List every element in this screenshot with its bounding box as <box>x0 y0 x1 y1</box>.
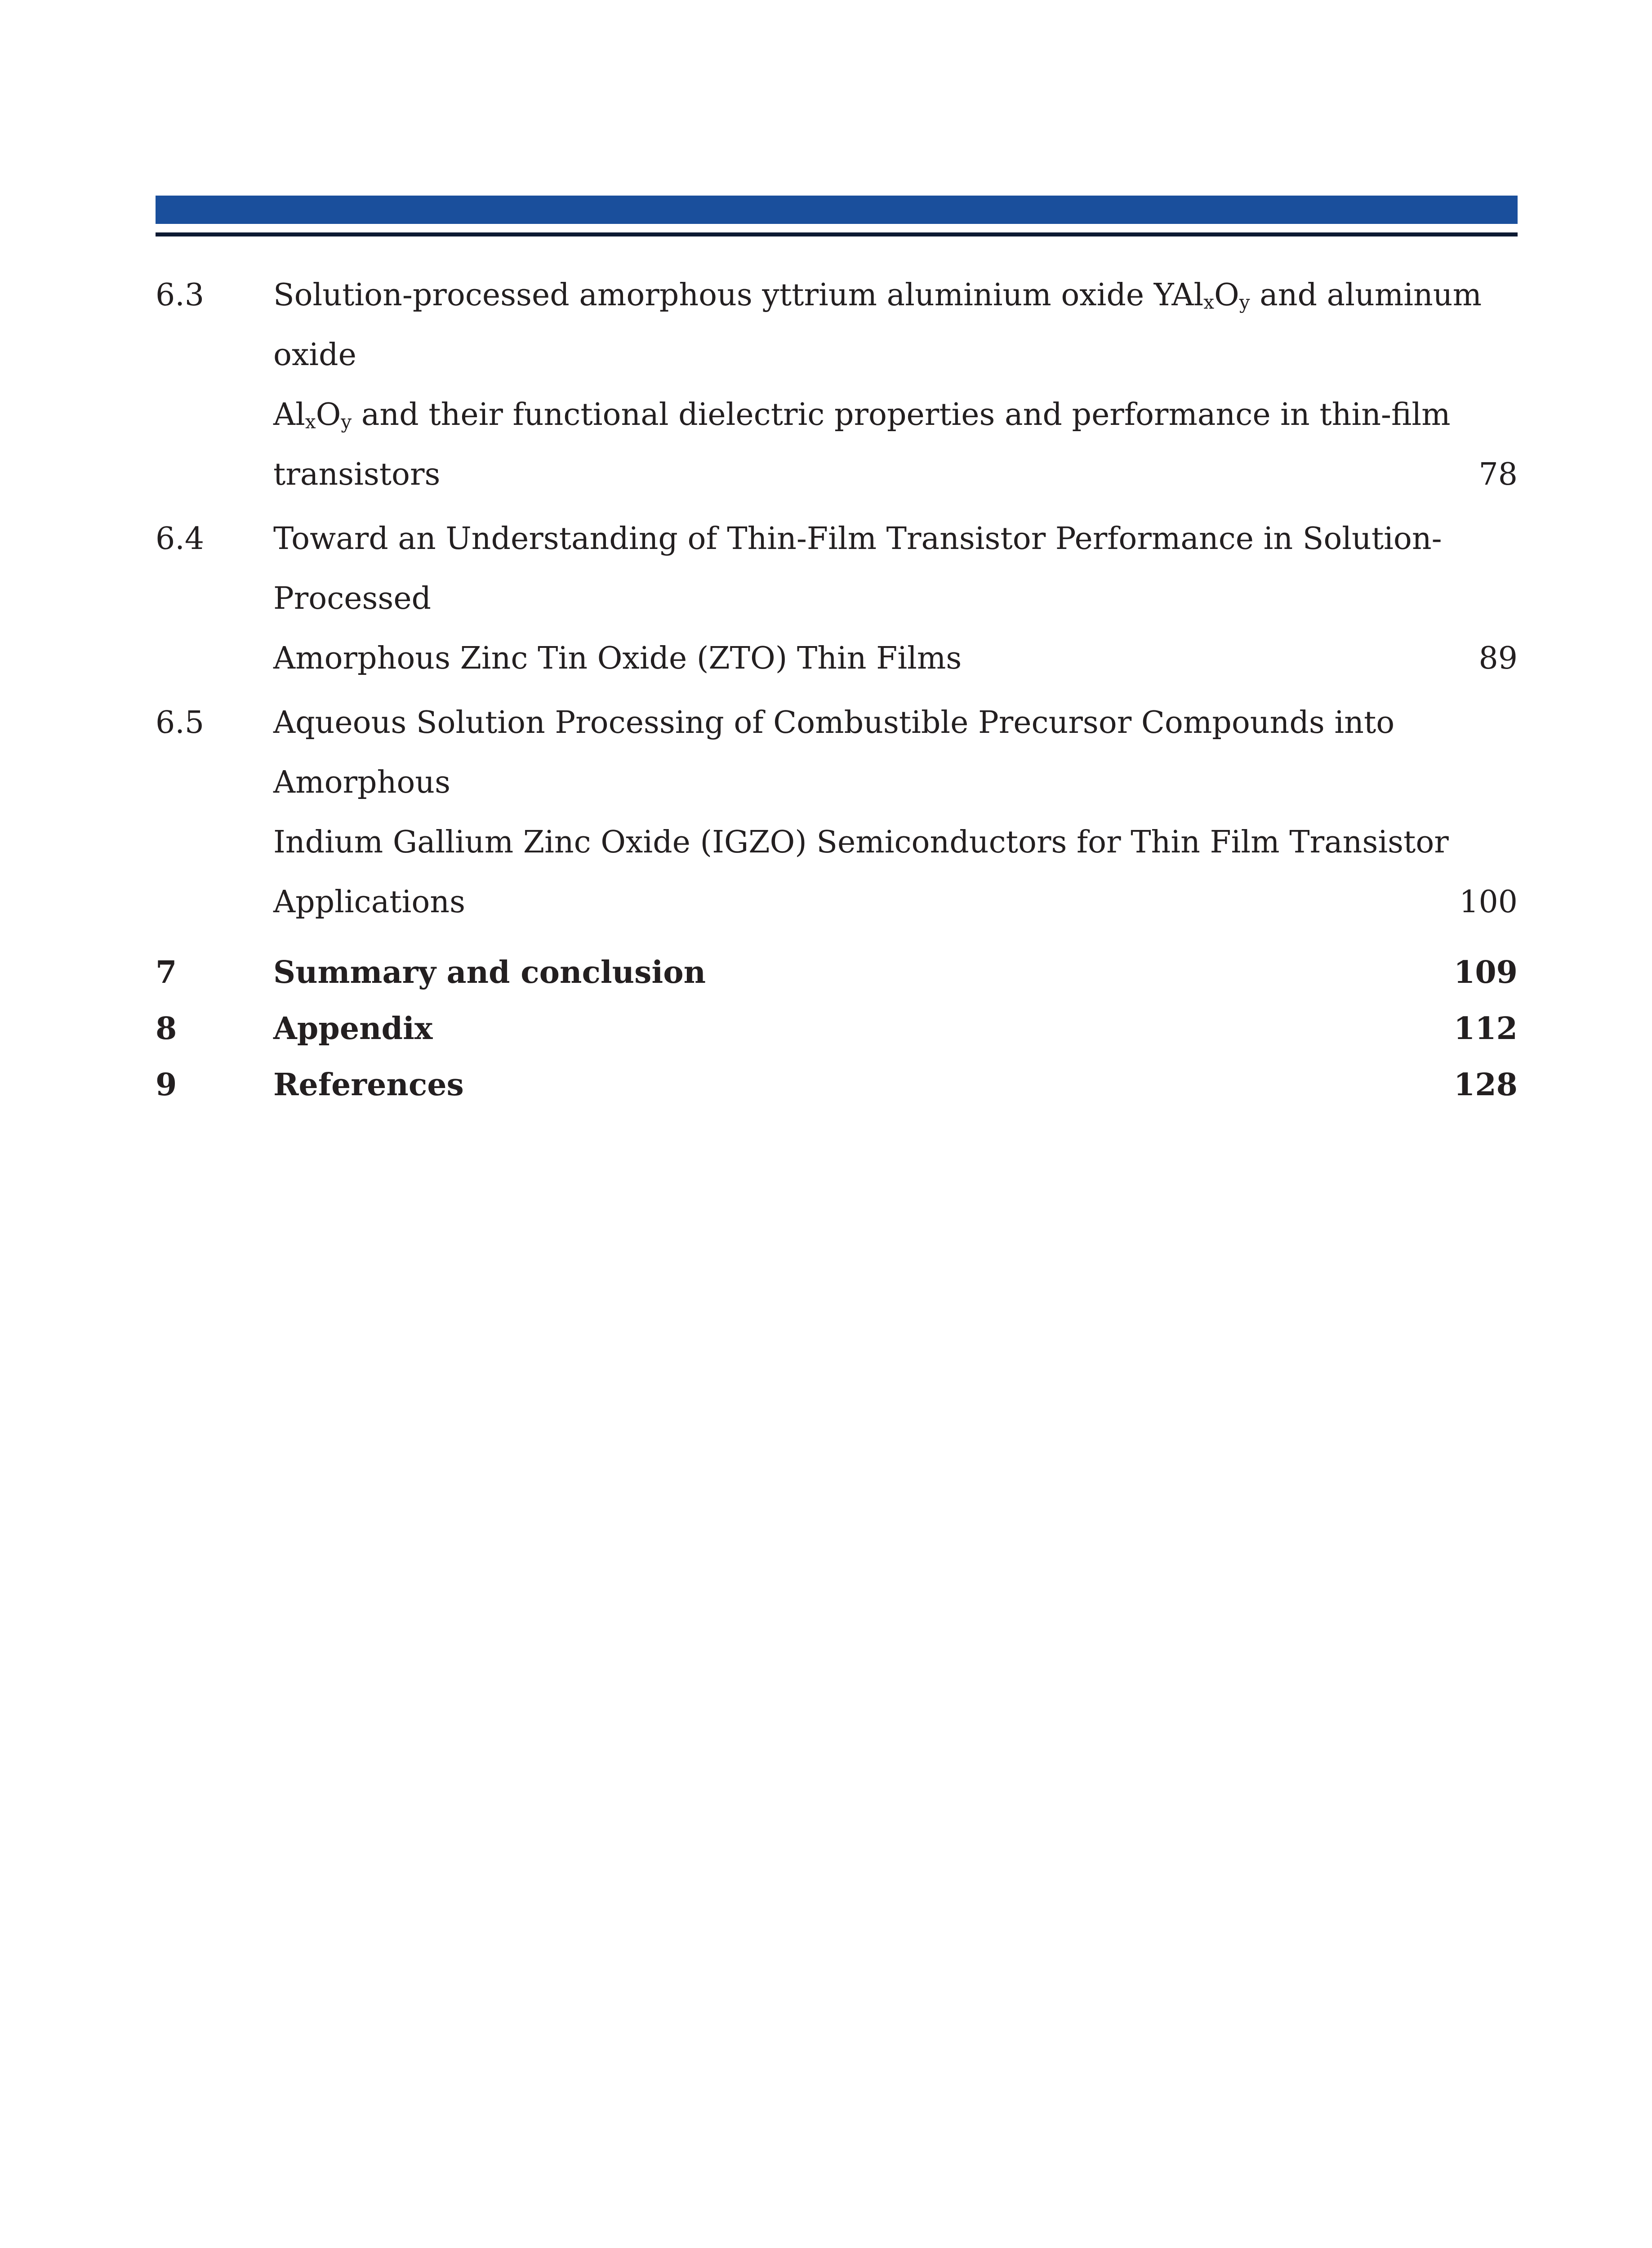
title-text: Solution-processed amorphous yttrium aluminium oxide YAl <box>273 277 1204 313</box>
subscript-x: x <box>305 410 316 433</box>
toc-entry-title <box>273 265 1513 504</box>
title-text: and their functional dielectric properties and performance in thin-film <box>352 397 1451 433</box>
toc-entry-6-5[interactable] <box>156 693 1518 932</box>
toc-chapter-page: 109 <box>1454 955 1518 990</box>
title-text: Al <box>273 397 305 433</box>
toc-chapter-number: 8 <box>156 1011 177 1047</box>
toc-chapter-title: Summary and conclusion <box>273 955 706 990</box>
title-text: O <box>1214 277 1239 313</box>
toc-entry-page: 89 <box>1478 641 1518 676</box>
toc-entry-line <box>273 385 1513 445</box>
toc-entry-line <box>273 265 1513 385</box>
toc-entry-line: transistors <box>273 457 441 492</box>
header-rule <box>156 232 1518 236</box>
toc-entry-title <box>273 693 1513 932</box>
toc-entry-number: 6.3 <box>156 277 205 313</box>
toc-entry-page: 100 <box>1459 884 1518 920</box>
toc-chapter-9[interactable] <box>156 1057 1518 1113</box>
toc-chapter-number: 7 <box>156 955 177 990</box>
table-of-contents <box>156 265 1518 1113</box>
title-text: and aluminum oxide <box>273 277 1482 373</box>
toc-entry-line: Applications <box>273 884 465 920</box>
toc-chapter-7[interactable] <box>156 945 1518 1001</box>
toc-entry-number: 6.5 <box>156 705 205 740</box>
toc-entry-line: Toward an Understanding of Thin-Film Transistor Performance in Solution-Processed <box>273 521 1442 616</box>
toc-entry-number: 6.4 <box>156 521 205 557</box>
toc-chapter-page: 128 <box>1454 1067 1518 1103</box>
toc-entry-title <box>273 509 1513 688</box>
toc-entry-6-3[interactable] <box>156 265 1518 504</box>
subscript-y: y <box>1239 291 1250 313</box>
toc-entry-line: Amorphous Zinc Tin Oxide (ZTO) Thin Films <box>273 641 962 676</box>
toc-chapter-page: 112 <box>1454 1011 1518 1047</box>
subscript-y: y <box>341 410 352 433</box>
toc-entry-6-4[interactable] <box>156 509 1518 688</box>
title-text: O <box>316 397 341 433</box>
toc-entry-line: Indium Gallium Zinc Oxide (IGZO) Semiconductors for Thin Film Transistor <box>273 825 1449 860</box>
toc-chapter-8[interactable] <box>156 1001 1518 1057</box>
toc-chapter-number: 9 <box>156 1067 177 1103</box>
toc-entry-page: 78 <box>1478 457 1518 492</box>
header-color-bar <box>156 196 1518 224</box>
toc-chapter-title: Appendix <box>273 1011 433 1047</box>
toc-chapter-title: References <box>273 1067 464 1103</box>
toc-entry-line: Aqueous Solution Processing of Combustible Precursor Compounds into Amorphous <box>273 705 1395 800</box>
subscript-x: x <box>1203 291 1214 313</box>
